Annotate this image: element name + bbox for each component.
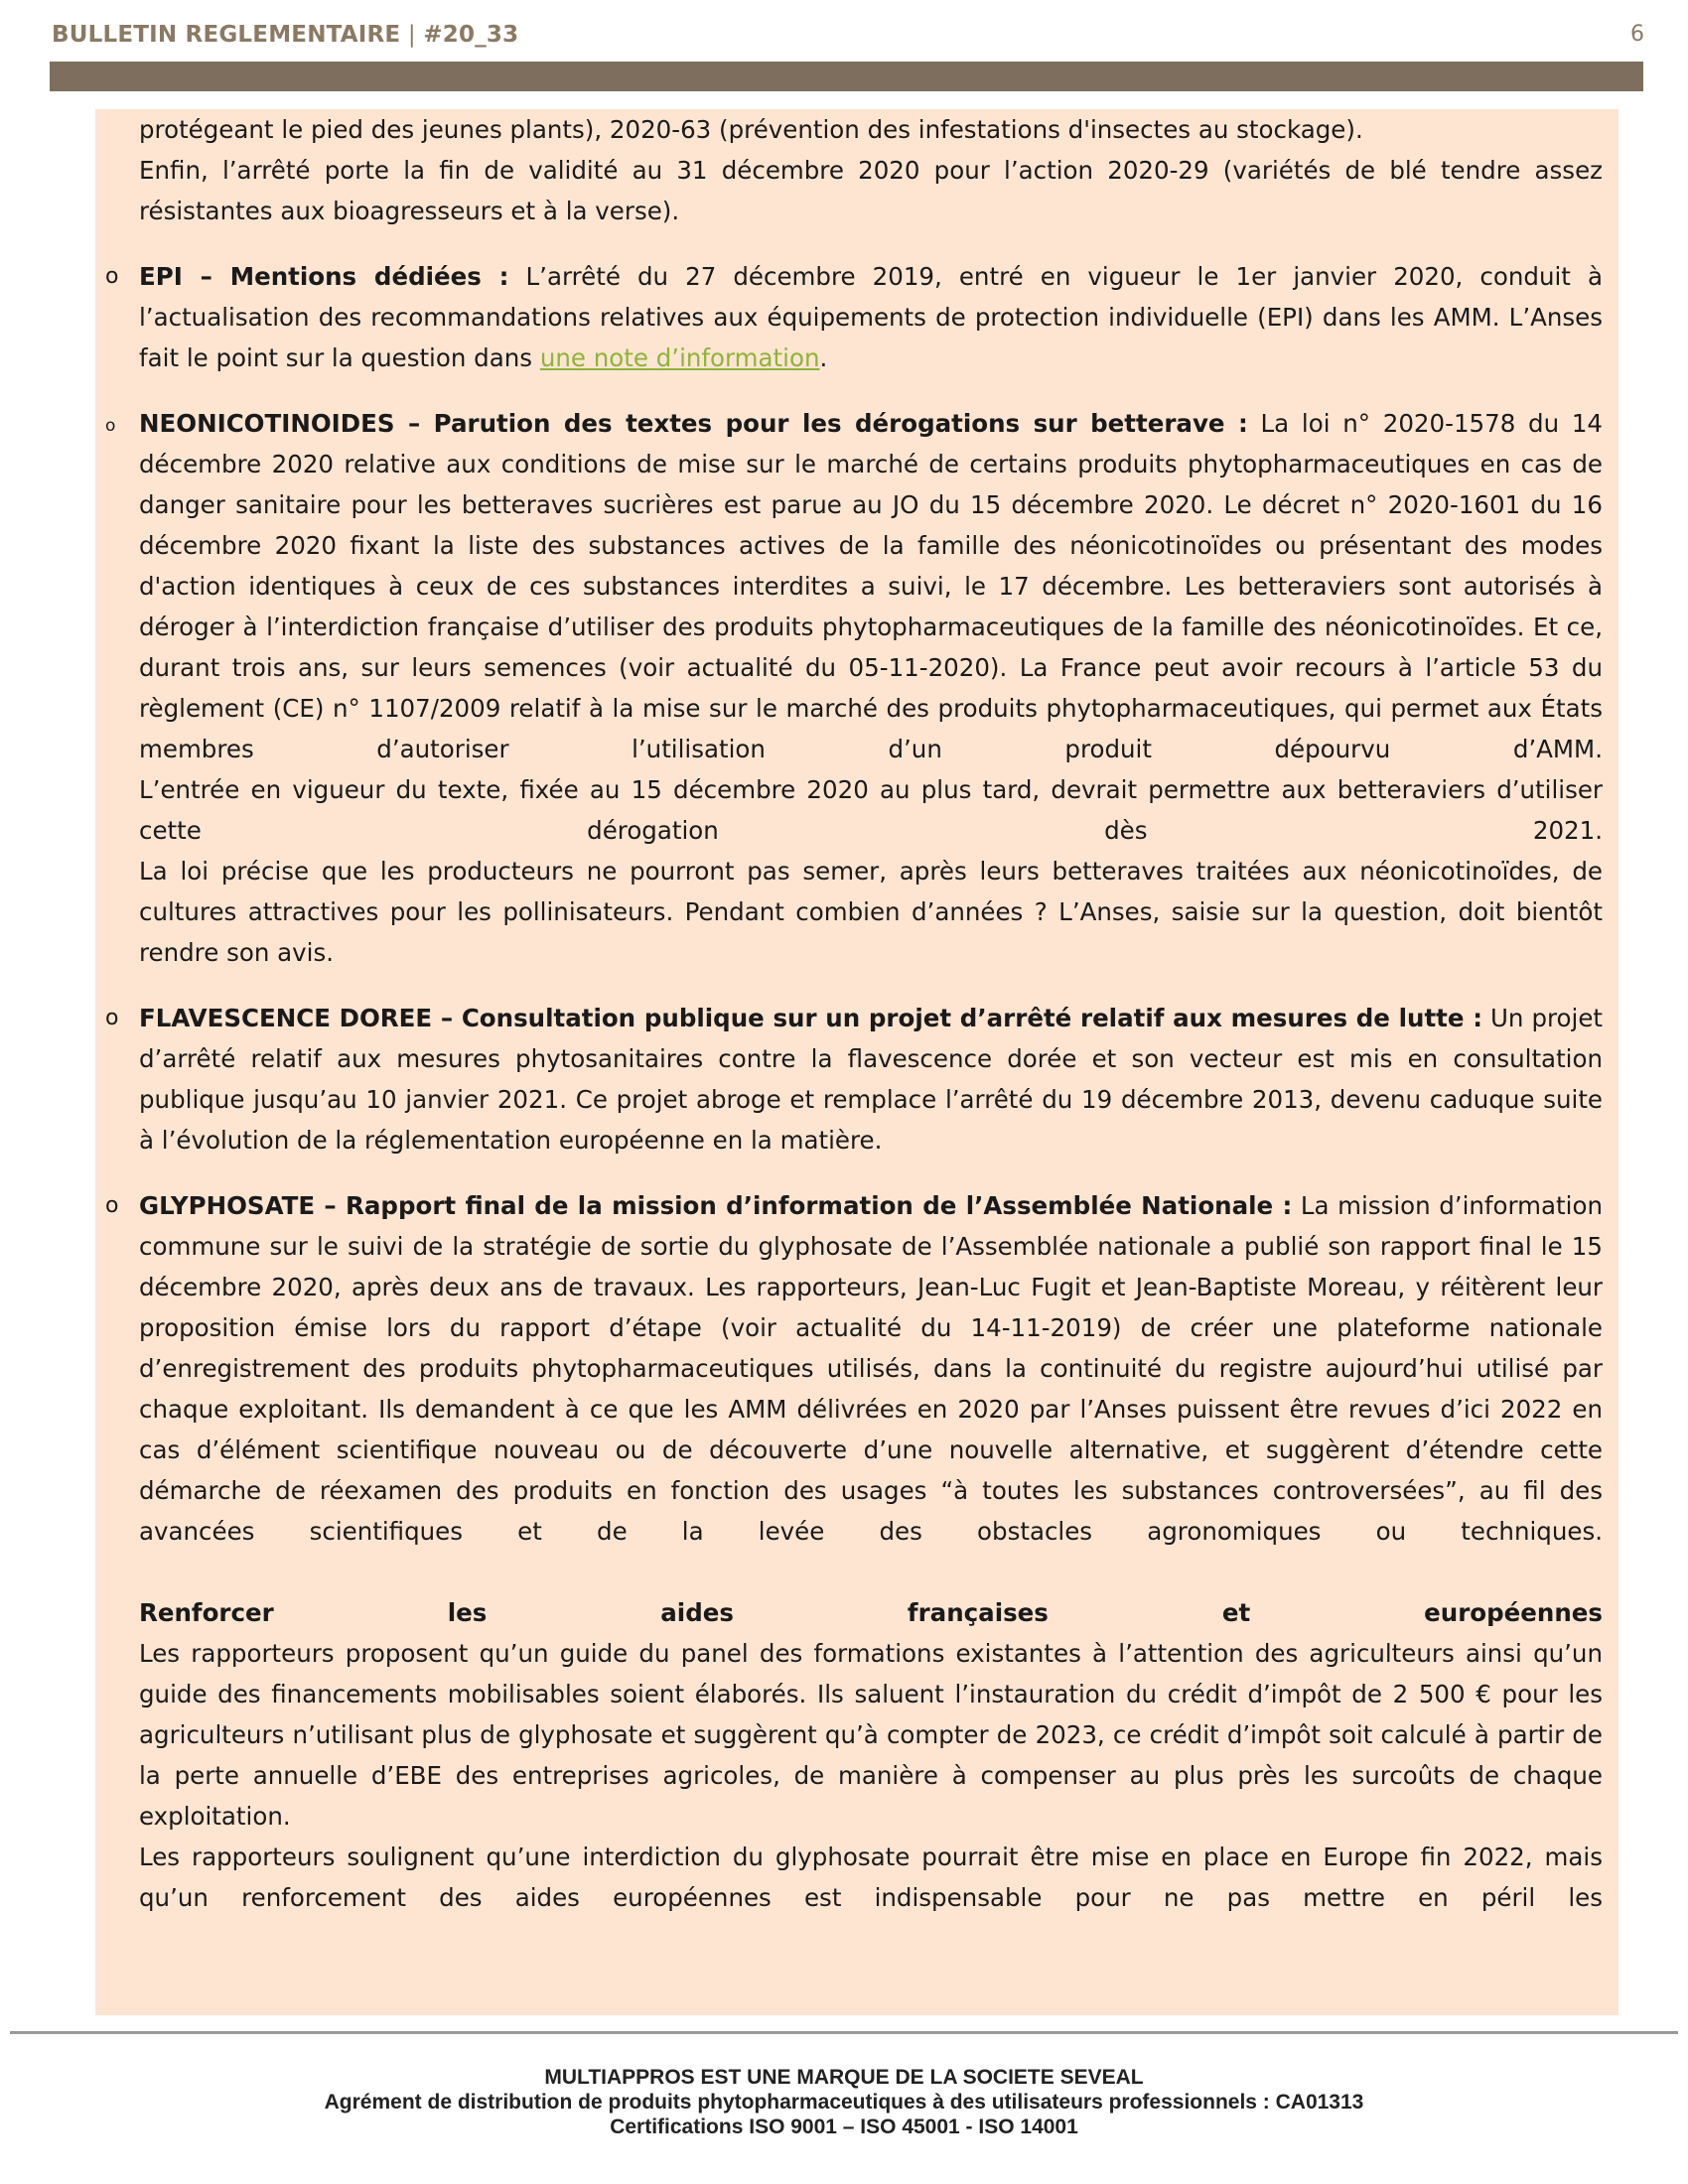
page-footer [0,2065,1688,2139]
neonic-paragraph-2: L’entrée en vigueur du texte, fixée au 15 décembre 2020 au plus tard, devrait permettre aux betteraviers d’utiliser cette dérogation dès 2021. [139,775,1603,845]
neonic-text-1: La loi n° 2020-1578 du 14 décembre 2020 relative aux conditions de mise sur le marché de certains produits phytopharmaceutiques en cas de danger sanitaire pour les betteraves sucrières est parue au JO du 15 décembre 2020. Le décret n° 2020-1601 du 16 décembre 2020 fixant la liste des substances actives de la famille des néonicotinoïdes ou présentant des modes d'action identiques à ceux de ces substances interdites a suivi, le 17 décembre. Les betteraviers sont autorisés à déroger à l’interdiction française d’utiliser des produits phytopharmaceutiques de la famille des néonicotinoïdes. Et ce, durant trois ans, sur leurs semences (voir actualité du 05-11-2020). La France peut avoir recours à l’article 53 du règlement (CE) n° 1107/2009 relatif à la mise sur le marché des produits phytopharmaceutiques, qui permet aux États membres d’autoriser l’utilisation d’un produit dépourvu d’AMM. [139,409,1603,763]
note-information-link[interactable]: une note d’information [539,343,820,372]
glyphosate-text-1: La mission d’information commune sur le suivi de la stratégie de sortie du glyphosate de l’Assemblée nationale a publié son rapport final le 15 décembre 2020, après deux ans de travaux. Les rapporteurs, Jean-Luc Fugit et Jean-Baptiste Moreau, y réitèrent leur proposition émise lors du rapport d’étape (voir actualité du 14-11-2019) de créer une plateforme nationale d’enregistrement des produits phytopharmaceutiques utilisés, dans la continuité du registre aujourd’hui utilisé par chaque exploitant. Ils demandent à ce que les AMM délivrées en 2020 par l’Anses puissent être revues d’ici 2022 en cas d’élément scientifique nouveau ou de découverte d’une nouvelle alternative, et suggèrent d’étendre cette démarche de réexamen des produits en fonction des usages “à toutes les substances controversées”, au fil des avancées scientifiques et de la levée des obstacles agronomiques ou techniques. [139,1191,1603,1546]
epi-text: L’arrêté du 27 décembre 2019, entré en vigueur le 1er janvier 2020, conduit à l’actualisation des recommandations relatives aux équipements de protection individuelle (EPI) dans les AMM. L’Anses fait le point sur la question dans [139,262,1603,372]
news-item-glyphosate [105,1185,1603,1918]
footer-agreement-line: Agrément de distribution de produits phytopharmaceutiques à des utilisateurs professionnels : CA01313 [324,2091,1364,2114]
bullet-icon: o [105,1006,119,1030]
flavescence-paragraph [139,998,1603,1160]
glyphosate-paragraph-3: Les rapporteurs soulignent qu’une interdiction du glyphosate pourrait être mise en place en Europe fin 2022, mais qu’un renforcement des aides européennes est indispensable pour ne pas mettre en péril les [139,1843,1603,1912]
glyphosate-paragraph-1 [139,1185,1603,1552]
neonic-paragraph-3: La loi précise que les producteurs ne pourront pas semer, après leurs betteraves traitées aux néonicotinoïdes, de cultures attractives pour les pollinisateurs. Pendant combien d’années ? L’Anses, saisie sur la question, doit bientôt rendre son avis. [139,857,1603,967]
news-item-flavescence [105,998,1604,1160]
epi-text-end: . [819,343,828,372]
news-item-neonicotinoides [105,403,1603,973]
news-item-epi [105,256,1603,378]
bulletin-name: BULLETIN REGLEMENTAIRE [52,22,401,48]
header-bar [50,62,1643,91]
glyphosate-subheading: Renforcer les aides françaises et européennes [139,1598,1603,1627]
intro-line-2: Enfin, l’arrêté porte la fin de validité au 31 décembre 2020 pour l’action 2020-29 (variétés de blé tendre assez résistantes aux bioagresseurs et à la verse). [139,156,1603,225]
bullet-icon: o [105,416,116,436]
title-separator: | [400,22,424,48]
bullet-icon: o [105,264,119,289]
glyphosate-title: GLYPHOSATE – Rapport final de la mission d’information de l’Assemblée Nationale : [139,1191,1293,1220]
neonic-paragraph-1 [139,403,1603,769]
neonic-title: NEONICOTINOIDES – Parution des textes pour les dérogations sur betterave : [139,409,1248,438]
footer-certifications-line: Certifications ISO 9001 – ISO 45001 - ISO 14001 [610,2116,1078,2138]
footer-divider [10,2031,1678,2034]
epi-title: EPI – Mentions dédiées : [139,262,509,291]
epi-paragraph [139,256,1603,378]
bulletin-title [52,22,518,48]
content-panel [95,109,1618,2015]
content-body [105,109,1604,1918]
page-number: 6 [1630,22,1644,47]
footer-company-line: MULTIAPPROS EST UNE MARQUE DE LA SOCIETE SEVEAL [544,2066,1144,2089]
glyphosate-paragraph-2: Les rapporteurs proposent qu’un guide du panel des formations existantes à l’attention des agriculteurs ainsi qu’un guide des financements mobilisables soient élaborés. Ils saluent l’instauration du crédit d’impôt de 2 500 € pour les agriculteurs n’utilisant plus de glyphosate et suggèrent qu’à compter de 2023, ce crédit d’impôt soit calculé à partir de la perte annuelle d’EBE des entreprises agricoles, de manière à compenser au plus près les surcoûts de chaque exploitation. [139,1639,1603,1831]
bullet-icon: o [105,1193,119,1218]
flavescence-text: Un projet d’arrêté relatif aux mesures phytosanitaires contre la flavescence dorée et son vecteur est mis en consultation publique jusqu’au 10 janvier 2021. Ce projet abroge et remplace l’arrêté du 19 décembre 2013, devenu caduque suite à l’évolution de la réglementation européenne en la matière. [139,1004,1604,1155]
bulletin-issue: #20_33 [423,22,519,48]
flavescence-title: FLAVESCENCE DOREE – Consultation publique sur un projet d’arrêté relatif aux mesures de lutte : [139,1004,1483,1032]
intro-line-1: protégeant le pied des jeunes plants), 2020-63 (prévention des infestations d'insectes au stockage). [139,115,1363,144]
